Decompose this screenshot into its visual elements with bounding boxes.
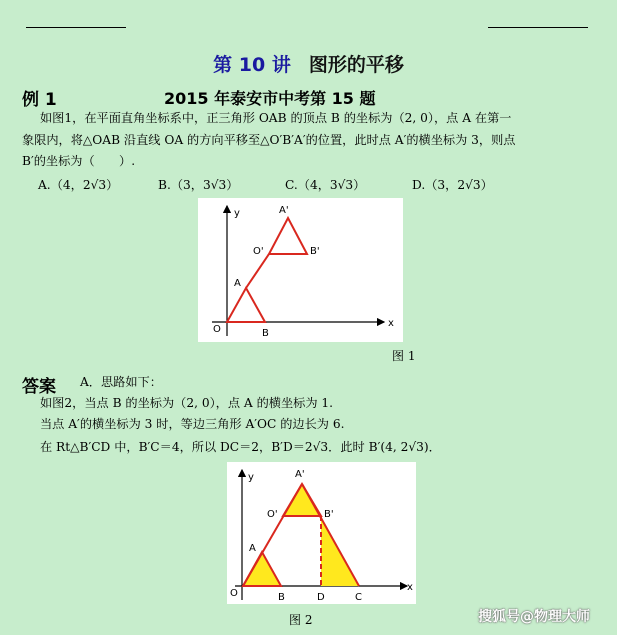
question-line-3: B′的坐标为（ ）. <box>22 154 136 168</box>
label-c: C <box>355 592 362 603</box>
triangle-oprime-bprime-aprime-fill <box>283 484 321 516</box>
label-b: B <box>262 328 269 339</box>
label-a-prime: A' <box>279 205 289 216</box>
question-line-2: 象限内，将△OAB 沿直线 OA 的方向平移至△O′B′A′的位置，此时点 A′的横坐标为 3，则点 <box>22 133 516 147</box>
watermark: 搜狐号@物理大师 <box>478 609 590 625</box>
label-b-prime: B' <box>310 246 320 257</box>
figure-2 <box>227 462 416 604</box>
label-a-prime: A' <box>295 469 305 480</box>
example-source: 2015 年泰安市中考第 15 题 <box>164 89 376 108</box>
figure-1-caption: 图 1 <box>392 349 416 363</box>
question-line-1: 如图1，在平面直角坐标系中，正三角形 OAB 的顶点 B 的坐标为（2, 0），点 A 在第一 <box>40 111 512 125</box>
option-b: B.（3，3√3） <box>158 178 239 192</box>
label-a: A <box>234 278 241 289</box>
answer-label: 答案 <box>22 377 56 397</box>
lecture-title <box>0 50 617 77</box>
label-x: x <box>407 582 413 593</box>
top-rule-right <box>488 27 588 28</box>
label-o: O <box>213 324 221 335</box>
triangle-oab <box>227 288 265 322</box>
option-a: A.（4，2√3） <box>38 178 119 192</box>
triangle-oprime-bprime-aprime <box>269 218 307 254</box>
label-b-prime: B' <box>324 509 334 520</box>
label-o-prime: O' <box>267 509 278 520</box>
label-y: y <box>248 472 254 483</box>
figure-2-diagram <box>227 462 416 604</box>
label-d: D <box>317 592 325 603</box>
label-y: y <box>234 208 240 219</box>
answer-line-2: 当点 A′的横坐标为 3 时，等边三角形 A′OC 的边长为 6. <box>40 417 345 431</box>
label-x: x <box>388 318 394 329</box>
triangle-oab-fill <box>243 552 281 586</box>
lecture-topic: 图形的平移 <box>308 54 404 76</box>
answer-line-3: 在 Rt△B′CD 中，B′C＝4，所以 DC＝2，B′D＝2√3．此时 B′(4, 2√3)． <box>40 440 441 454</box>
translation-line <box>246 254 269 288</box>
answer-line-1: 如图2，当点 B 的坐标为（2, 0），点 A 的横坐标为 1. <box>40 396 334 410</box>
figure-1-diagram <box>198 198 403 342</box>
label-a: A <box>249 543 256 554</box>
label-b: B <box>278 592 285 603</box>
option-c: C.（4，3√3） <box>285 178 366 192</box>
lecture-number: 第 10 讲 <box>213 54 291 76</box>
figure-2-caption: 图 2 <box>289 613 313 627</box>
option-d: D.（3，2√3） <box>412 178 493 192</box>
top-rule-left <box>26 27 126 28</box>
example-label: 例 1 <box>22 90 57 110</box>
label-o-prime: O' <box>253 246 264 257</box>
figure-1 <box>198 198 403 342</box>
answer-intro: A．思路如下： <box>80 375 162 389</box>
label-o: O <box>230 588 238 599</box>
